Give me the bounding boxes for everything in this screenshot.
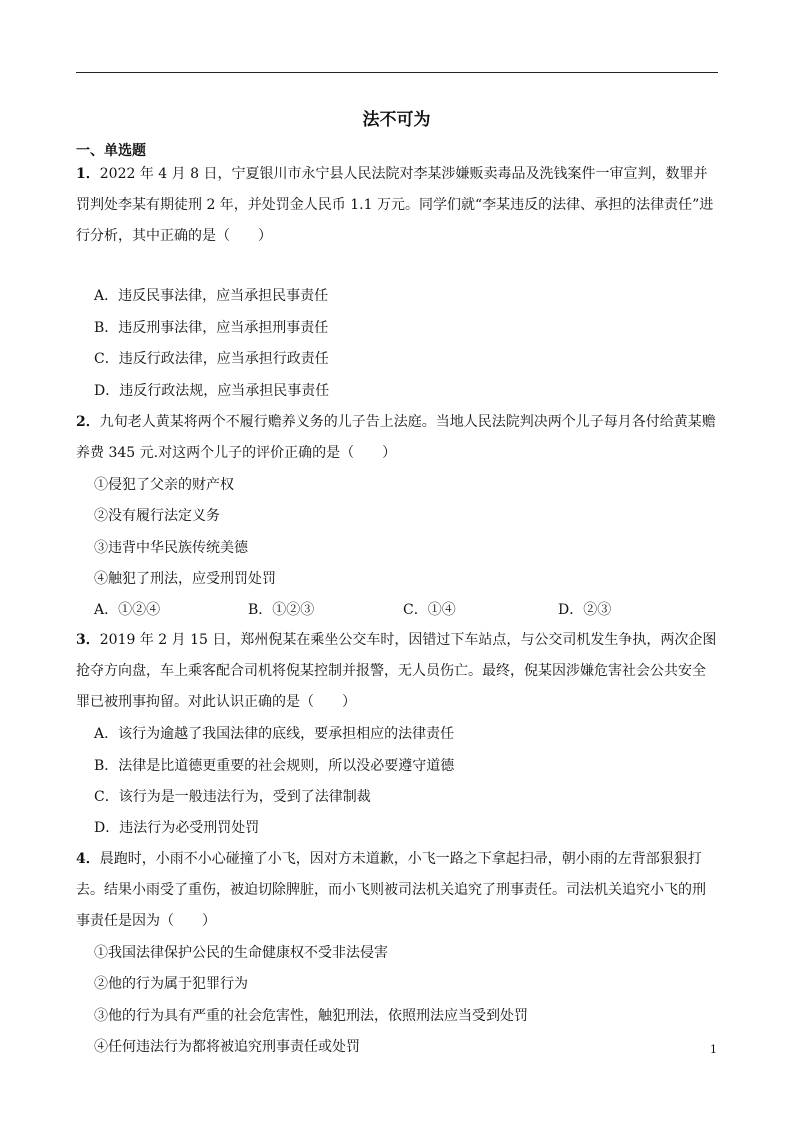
question-2 — [76, 407, 718, 469]
header-rule — [76, 72, 718, 73]
question-text: 晨跑时，小雨不小心碰撞了小飞，因对方未道歉，小飞一路之下拿起扫帚，朝小雨的左背部狠狠打去。结果小雨受了重伤，被迫切除脾脏，而小飞则被司法机关追究了刑事责任。司法机关追究小飞的刑事责任是因为（ ） — [76, 851, 706, 929]
q2-option-c[interactable]: C．①④ — [403, 602, 456, 618]
q3-option-a[interactable]: A．该行为逾越了我国法律的底线，要承担相应的法律责任 — [94, 726, 455, 742]
question-1 — [76, 159, 718, 252]
q2-item-1: ①侵犯了父亲的财产权 — [94, 477, 234, 493]
q3-option-d[interactable]: D．违法行为必受刑罚处罚 — [94, 820, 260, 836]
q2-item-3: ③违背中华民族传统美德 — [94, 540, 248, 556]
question-number: 1． — [76, 166, 100, 182]
q1-option-d[interactable]: D．违反行政法规，应当承担民事责任 — [94, 383, 330, 399]
question-number: 2． — [76, 414, 100, 430]
q4-item-2: ②他的行为属于犯罪行为 — [94, 976, 248, 992]
question-text: 九旬老人黄某将两个不履行赡养义务的儿子告上法庭。当地人民法院判决两个儿子每月各付给黄某赡养费 345 元.对这两个儿子的评价正确的是（ ） — [76, 414, 716, 461]
q4-item-3: ③他的行为具有严重的社会危害性，触犯刑法，依照刑法应当受到处罚 — [94, 1008, 528, 1024]
q3-option-c[interactable]: C．该行为是一般违法行为，受到了法律制裁 — [94, 789, 371, 805]
page-number: 1 — [710, 1043, 717, 1056]
q4-item-1: ①我国法律保护公民的生命健康权不受非法侵害 — [94, 945, 388, 961]
question-3 — [76, 625, 718, 718]
question-text: 2019 年 2 月 15 日，郑州倪某在乘坐公交车时，因错过下车站点，与公交司机发生争执，两次企图抢夺方向盘，车上乘客配合司机将倪某控制并报警，无人员伤亡。最终，倪某因涉嫌危害社会公共安全罪已被刑事拘留。对此认识正确的是（ ） — [76, 632, 717, 710]
q3-option-b[interactable]: B．法律是比道德更重要的社会规则，所以没必要遵守道德 — [94, 758, 455, 774]
q2-option-a[interactable]: A．①②④ — [94, 602, 161, 618]
q2-item-2: ②没有履行法定义务 — [94, 508, 220, 524]
question-number: 3． — [76, 632, 100, 648]
question-text: 2022 年 4 月 8 日，宁夏银川市永宁县人民法院对李某涉嫌贩卖毒品及洗钱案件一审宣判，数罪并罚判处李某有期徒刑 2 年，并处罚金人民币 1.1 万元。同学们就“李某违反的法律、承担的法律责任”进行分析，其中正确的是（ ） — [76, 166, 714, 244]
question-4 — [76, 844, 718, 937]
q4-item-4: ④任何违法行为都将被追究刑事责任或处罚 — [94, 1039, 360, 1055]
q2-option-b[interactable]: B．①②③ — [248, 602, 315, 618]
q1-option-a[interactable]: A．违反民事法律，应当承担民事责任 — [94, 288, 329, 304]
q1-option-b[interactable]: B．违反刑事法律，应当承担刑事责任 — [94, 320, 329, 336]
q2-item-4: ④触犯了刑法，应受刑罚处罚 — [94, 571, 276, 587]
section-heading: 一、单选题 — [76, 143, 146, 159]
page-title: 法不可为 — [362, 110, 431, 130]
q1-option-c[interactable]: C．违反行政法律，应当承担行政责任 — [94, 351, 329, 367]
question-number: 4． — [76, 851, 100, 867]
q2-option-d[interactable]: D．②③ — [558, 602, 612, 618]
